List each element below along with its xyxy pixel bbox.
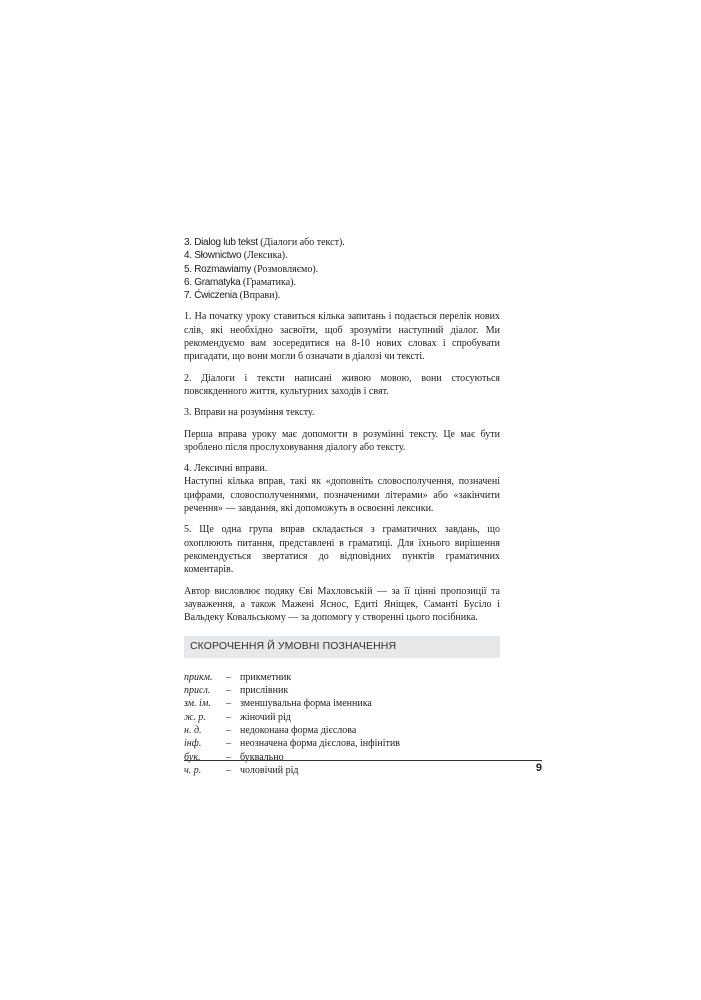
list-item: н. д. – недоконана форма дієслова bbox=[184, 724, 357, 736]
lexical-exercises-block bbox=[184, 462, 500, 515]
page-content bbox=[184, 236, 500, 777]
list-item: 4. Słownictwo (Лексика). bbox=[184, 250, 288, 262]
list-item: 7. Ćwiczenia (Вправи). bbox=[184, 290, 281, 302]
list-item: зм. ім. – зменшувальна форма іменника bbox=[184, 698, 372, 710]
list-item: 5. Rozmawiamy (Розмовляємо). bbox=[184, 263, 319, 275]
list-item: 6. Gramatyka (Граматика). bbox=[184, 276, 296, 288]
list-item: прикм. – прикметник bbox=[184, 671, 292, 683]
paragraph-acknowledgements: Автор висловлює подяку Єві Махловській — за її цінні пропозиції та зауваження, а також Мажені Яснос, Едиті Яніщек, Саманті Бусіло і Вальдеку Ковальському — за допомогу у створенні цього посібника. bbox=[184, 585, 500, 624]
list-item: присл. – прислівник bbox=[184, 685, 289, 697]
footer-divider bbox=[184, 760, 542, 761]
section-title-abbreviations: СКОРОЧЕННЯ Й УМОВНІ ПОЗНАЧЕННЯ bbox=[184, 636, 500, 657]
paragraph-lesson-questions: 1. На початку уроку ставиться кілька запитань і подається перелік нових слів, які необхідно засвоїти, щоб зрозуміти наступний діалог. Ми рекомендуємо вам зосередитися на 8-10 нових словах і спробувати пригадати, що вони могли б означати в діалозі чи тексті. bbox=[184, 311, 500, 363]
list-item: бук. – буквально bbox=[184, 751, 284, 763]
paragraph-dialogues: 2. Діалоги і тексти написані живою мовою, вони стосуються повсякденного життя, культурних заходів і свят. bbox=[184, 372, 500, 397]
paragraph-comprehension: Перша вправа уроку має допомогти в розумінні тексту. Це має бути зроблено після прослуховування діалогу або тексту. bbox=[184, 428, 500, 453]
paragraph-comprehension-title: 3. Вправи на розуміння тексту. bbox=[184, 407, 315, 419]
lesson-structure-list bbox=[184, 236, 500, 302]
list-item: ч. р. – чоловічий рід bbox=[184, 764, 299, 776]
paragraph-lexical: Наступні кілька вправ, такі як «доповніть словосполучення, позначені цифрами, словосполученнями, позначеними літерами» або «закінчити речення» — завдання, які допоможуть в освоєнні лексики. bbox=[184, 476, 500, 515]
paragraph-lexical-title: 4. Лексичні вправи. bbox=[184, 463, 268, 475]
page-number: 9 bbox=[535, 762, 542, 774]
paragraph-grammar: 5. Ще одна група вправ складається з граматичних завдань, що охоплюють питання, представлені в граматиці. Для їхнього вирішення рекомендується звертатися до відповідних пунктів граматичних коментарів. bbox=[184, 524, 500, 576]
list-item: ж. р. – жіночий рід bbox=[184, 711, 291, 723]
abbreviations-list bbox=[184, 671, 500, 777]
list-item: інф. – неозначена форма дієслова, інфінітив bbox=[184, 738, 400, 750]
list-item: 3. Dialog lub tekst (Діалоги або текст). bbox=[184, 237, 345, 248]
